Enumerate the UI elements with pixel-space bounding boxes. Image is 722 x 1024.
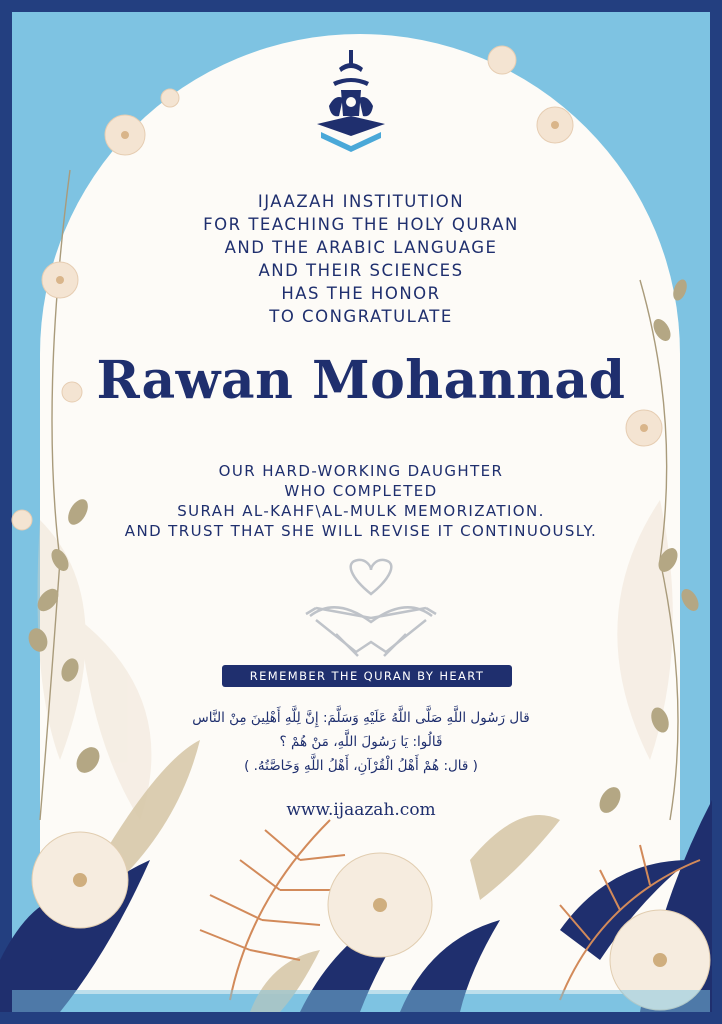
- achievement-line: SURAH AL-KAHF\AL-MULK MEMORIZATION.: [177, 502, 545, 520]
- achievement-line: WHO COMPLETED: [284, 482, 438, 500]
- heart-open-book-icon: [296, 556, 446, 666]
- hadith-line: ( قال: هُمْ أَهْلُ الْقُرْآنِ، أَهْلُ اللَّهِ وَخَاصَّتُهُ. ): [244, 758, 478, 774]
- institution-line: IJAAZAH INSTITUTION: [257, 192, 465, 211]
- hadith-text: [0, 706, 722, 778]
- institution-line: AND THE ARABIC LANGUAGE: [224, 238, 498, 257]
- institution-line: TO CONGRATULATE: [269, 307, 453, 326]
- achievement-text: [0, 461, 722, 541]
- hadith-line: قَالُوا: يَا رَسُولَ اللَّهِ، مَنْ هُمْ ؟: [279, 734, 443, 750]
- recipient-name: Rawan Mohannad: [96, 350, 626, 411]
- institution-line: AND THEIR SCIENCES: [258, 261, 464, 280]
- website-link[interactable]: www.ijaazah.com: [286, 800, 436, 820]
- calligraphy-quran-logo-icon: [311, 46, 391, 156]
- achievement-line: AND TRUST THAT SHE WILL REVISE IT CONTINUOUSLY.: [124, 522, 598, 540]
- remember-quran-banner: REMEMBER THE QURAN BY HEART: [222, 665, 512, 687]
- institution-line: HAS THE HONOR: [281, 284, 441, 303]
- achievement-line: OUR HARD-WORKING DAUGHTER: [218, 462, 504, 480]
- institution-text: [0, 190, 722, 328]
- hadith-line: قال رَسُول اللَّهِ صَلَّى اللَّهُ عَلَيْهِ وَسَلَّمَ: إِنَّ لِلَّهِ أَهْلِينَ مِنْ النَّاس: [192, 710, 530, 726]
- institution-line: FOR TEACHING THE HOLY QURAN: [203, 215, 519, 234]
